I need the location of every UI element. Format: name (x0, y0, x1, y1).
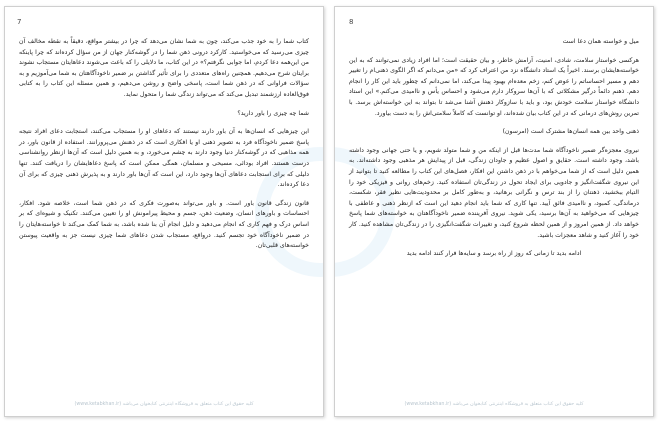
page-number: 8 (349, 18, 354, 26)
page-number: 7 (17, 18, 22, 26)
left-page (4, 6, 324, 417)
section-heading: میل و خواسته همان دعا است (562, 38, 639, 45)
closing-line: ادامه بدید تا زمانی که روز از راه برسد و سایه‌ها فرار کنند ادامه بدید (406, 250, 582, 258)
section-heading: شما چه چیزی را باور دارید؟ (237, 109, 309, 117)
paragraph: کتاب شما را به خود جذب می‌کند، چون به شما نشان می‌دهد که چرا در بیشتر مواقع، دقیقاً به نقطه مخالف آن چیزی می‌رسید که می‌خواستید. کارکرد درونی ذهن شما را در گوشه‌کنار جهان از من سؤال کرده‌اند که چرا پاینکه من این‌همه دعا کردم، اما جوابی نگرفتم؟» در این کتاب، ما دلایلی را که باعث می‌شوند دعاهایتان مستجاب نشوند برایتان شرح می‌دهیم. همچنین راه‌های متعددی را برای تأثیر گذاشتن بر ضمیر ناخودآگاهتان به شما می‌آموزیم و به سؤالات فراوانی که در ذهن شما است، پاسخی واضح و روشن می‌دهیم، و همین مسئله این کتاب را به کتابی فوق‌العاده ارزشمند تبدیل می‌کند که می‌تواند زندگی شما را متحول نماید. (19, 38, 309, 98)
page-footer: کلیه حقوق این کتاب متعلق به فروشگاه اینترنتی کتابخوان می‌باشد (www.ketabkhan.ir) (74, 402, 254, 407)
section-heading: ذهنی واحد بین همه انسان‌ها مشترک است (امرسون) (502, 128, 639, 136)
right-page (334, 6, 654, 417)
page-content (349, 37, 639, 268)
paragraph: نیروی معجزه‌گر ضمیر ناخودآگاه شما مدت‌ها قبل از اینکه من و شما متولد شویم، و یا حتی جهانی وجود داشته باشد، وجود داشته است. حقایق و اصول عظیم و جاودان زندگی، قبل از پیدایش هر مذهبی وجود داشته‌اند. به همین دلیل است که از شما می‌خواهم با در ذهن داشتن این افکار، فصل‌های این کتاب را مطالعه کنید تا بتوانید از این نیروی شگفت‌انگیز و جادویی برای ایجاد تحول در زندگی‌تان استفاده کنید. زخم‌های روانی و فیزیکی خود را التیام ببخشید، ذهنتان را از بند ترس و نگرانی برهانید، و به‌طور کامل بر محدودیت‌هایی نظیر فقر، شکست، درماندگی، کمبود، و ناامیدی فائق آیید. تنها کاری که شما باید انجام دهید این است که ازنظر ذهنی و عاطفی با چیزهایی که می‌خواهید به آن‌ها برسید، یکی شوید. نیروی آفریننده ضمیر ناخودآگاهتان به خواسته‌های شما پاسخ خواهد داد. از همین امروز و از همین لحظه شروع کنید، و تغییرات شگفت‌انگیزی را در زندگی‌تان مشاهده کنید. کار خود را آغاز کنید و شاهد معجزات باشید. (349, 146, 639, 239)
paragraph: این چیزهایی که انسان‌ها به آن باور دارند نیستند که دعاهای او را مستجاب می‌کنند، استجابت دعای افراد نتیجه پاسخ ضمیر ناخودآگاه فرد به تصویر ذهنی او یا افکاری است که در ذهنش می‌پرورانند. استفاده از قانون باور، در همه مذاهبی که در گوشه‌کنار دنیا وجود دارند به چشم می‌خورد، و به همین دلیل است که آن‌ها ازنظر روانشناسی درست هستند. افراد بودائی، مسیحی و مسلمان، همگی ممکن است که پاسخ دعاهایشان را دریافت کنند. تنها دلیلی که برای استجابت دعاهای آن‌ها وجود دارد، این است که آن‌ها باور دارند و به پذیرش ذهنی چیزی که برای آن دعا کرده‌اند. (19, 128, 309, 189)
paragraph: هرکسی خواستار سلامت، شادی، امنیت، آرامش خاطر، و بیان حقیقت است؛ اما افراد زیادی نمی‌توانند که به این خواسته‌هایشان برسند. اخیراً یک استاد دانشگاه نزد من اعتراف کرد که «من می‌دانم که اگر الگوی ذهنی‌ام را تغییر دهم و مسیر احساساتم را عوض کنم، زخم معده‌ام بهبود پیدا می‌کند، اما نمی‌دانم که چطور باید این کار را انجام دهم. ذهنم دائماً درگیر مشکلاتی که با آن‌ها سروکار دارم می‌شود و احساس یأس و ناامیدی می‌کنم.» این استاد دانشگاه خواستار سلامت خودش بود، و باید با سازوکار ذهنش آشنا می‌شد تا بتواند به این خواسته‌اش برسد. با تمرین روش‌های درمانی که در این کتاب بیان شده‌اند، او توانست که کاملاً سلامتی‌اش را به دست بیاورد. (349, 56, 639, 117)
page-footer: کلیه حقوق این کتاب متعلق به فروشگاه اینترنتی کتابخوان می‌باشد (www.ketabkhan.ir) (404, 402, 584, 407)
paragraph: قانون زندگی قانون باور است. و باور می‌تواند به‌صورت فکری که در ذهن شما است، خلاصه شود. افکار، احساسات و باورهای انسان، وضعیت ذهن، جسم و محیط پیرامونش او را تعیین می‌کنند. تکنیک و شیوه‌ای که بر اساس درک و فهم کاری که انجام می‌دهید و دلیل انجام آن بنا شده باشد، به شما کمک می‌کند تا خواسته‌هایتان را در ضمیر ناخودآگاه خود تجسم کنید. درواقع، مستجاب شدن دعاهای شما چیزی نیست جز به واقعیت پیوستن خواسته‌های قلبی‌تان. (19, 199, 309, 250)
page-content (19, 37, 309, 260)
